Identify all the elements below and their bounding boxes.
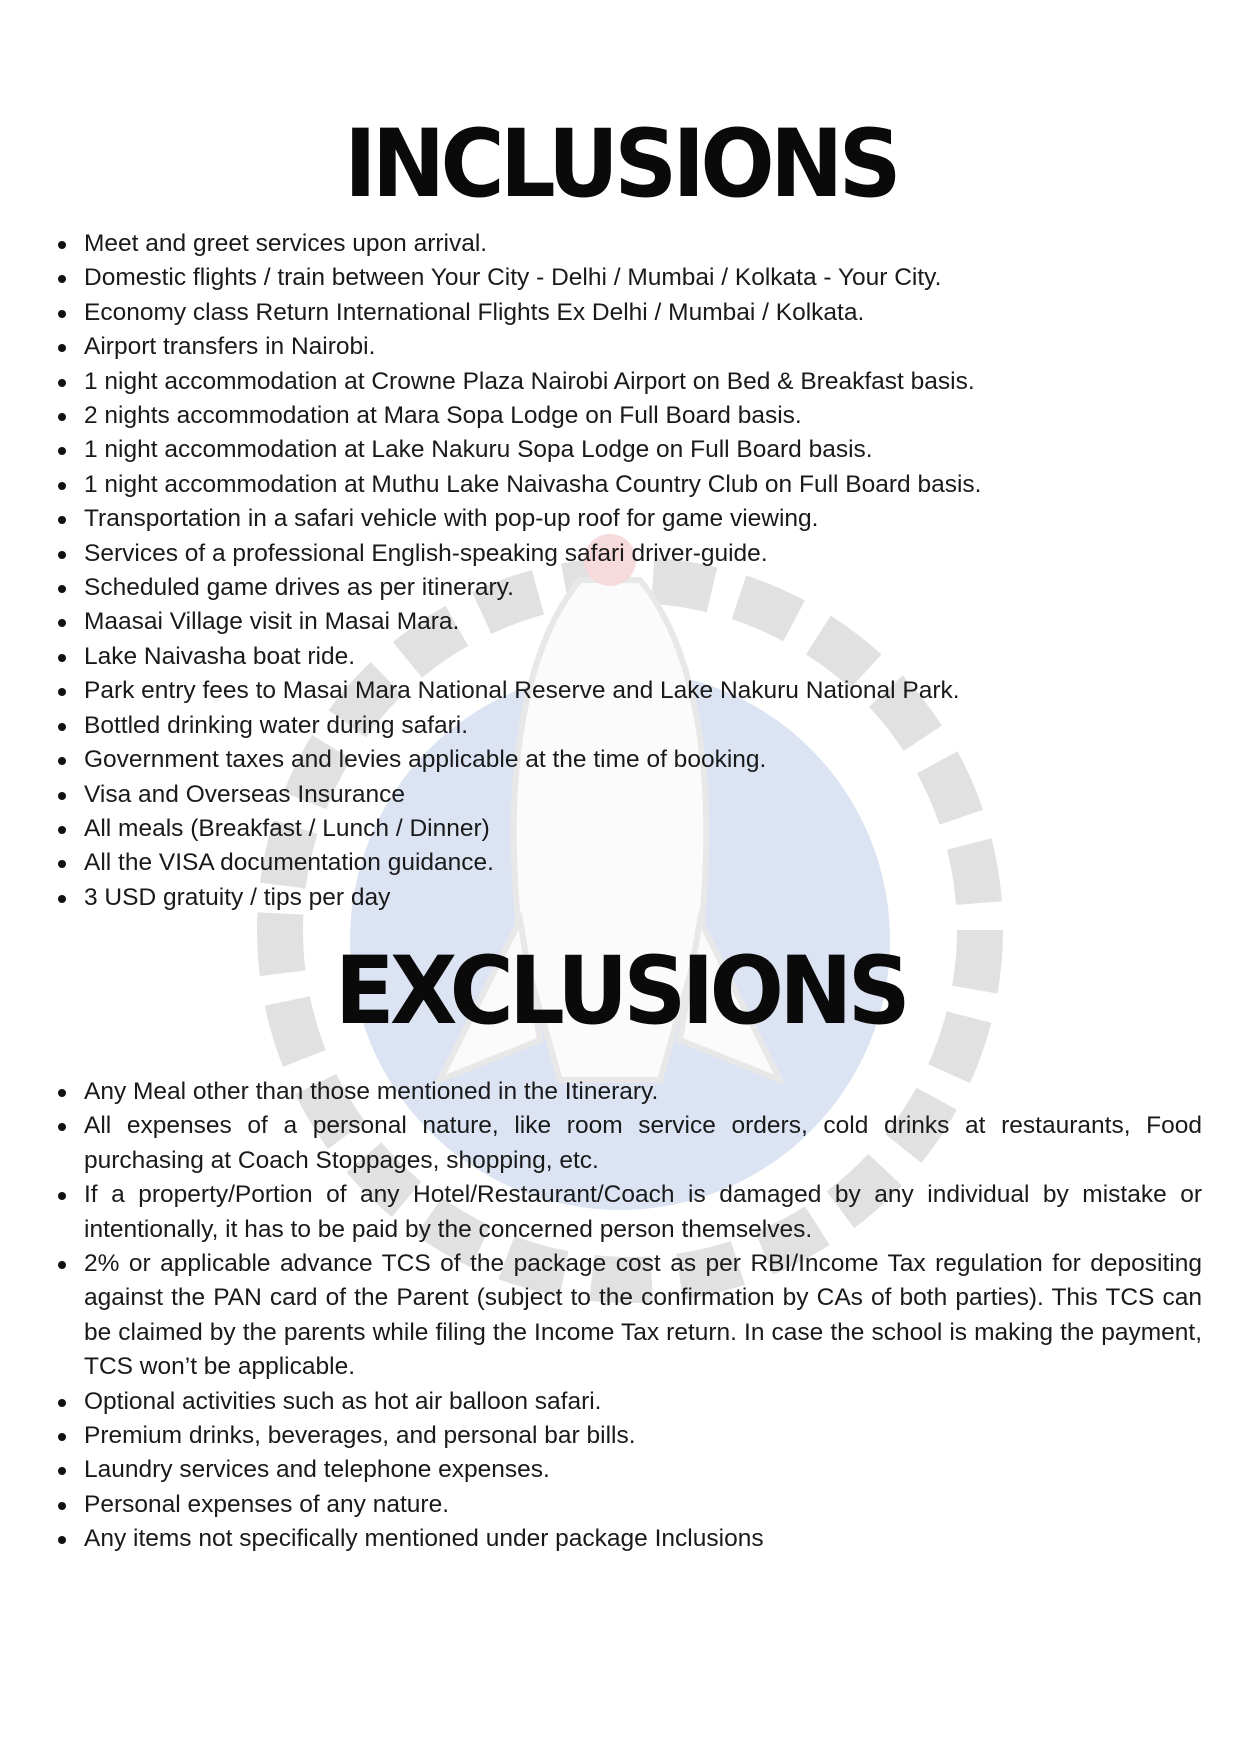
inclusions-title: INCLUSIONS [344, 110, 897, 219]
exclusions-item: If a property/Portion of any Hotel/Restaurant/Coach is damaged by any individual by mistake or intentionally, it has to be paid by the concerned person themselves. [52, 1178, 1202, 1247]
inclusions-item: Transportation in a safari vehicle with pop-up roof for game viewing. [52, 502, 1202, 536]
inclusions-item: Domestic flights / train between Your City - Delhi / Mumbai / Kolkata - Your City. [52, 261, 1202, 295]
exclusions-item: Premium drinks, beverages, and personal bar bills. [52, 1419, 1202, 1453]
inclusions-item: All the VISA documentation guidance. [52, 846, 1202, 880]
exclusions-item: Personal expenses of any nature. [52, 1488, 1202, 1522]
inclusions-item: Services of a professional English-speaking safari driver-guide. [52, 537, 1202, 571]
inclusions-item: Lake Naivasha boat ride. [52, 640, 1202, 674]
inclusions-list [52, 227, 1202, 915]
exclusions-item: Optional activities such as hot air balloon safari. [52, 1385, 1202, 1419]
inclusions-item: 2 nights accommodation at Mara Sopa Lodge on Full Board basis. [52, 399, 1202, 433]
inclusions-item: Park entry fees to Masai Mara National Reserve and Lake Nakuru National Park. [52, 674, 1202, 708]
inclusions-item: 1 night accommodation at Muthu Lake Naivasha Country Club on Full Board basis. [52, 468, 1202, 502]
exclusions-list [52, 1075, 1202, 1557]
exclusions-item: Laundry services and telephone expenses. [52, 1453, 1202, 1487]
inclusions-item: Bottled drinking water during safari. [52, 709, 1202, 743]
inclusions-item: Maasai Village visit in Masai Mara. [52, 605, 1202, 639]
inclusions-item: 1 night accommodation at Crowne Plaza Nairobi Airport on Bed & Breakfast basis. [52, 365, 1202, 399]
exclusions-item: Any items not specifically mentioned under package Inclusions [52, 1522, 1202, 1556]
exclusions-item: All expenses of a personal nature, like room service orders, cold drinks at restaurants, Food purchasing at Coach Stoppages, shopping, etc. [52, 1109, 1202, 1178]
inclusions-item: Scheduled game drives as per itinerary. [52, 571, 1202, 605]
inclusions-item: Government taxes and levies applicable at the time of booking. [52, 743, 1202, 777]
inclusions-item: 3 USD gratuity / tips per day [52, 881, 1202, 915]
inclusions-item: All meals (Breakfast / Lunch / Dinner) [52, 812, 1202, 846]
inclusions-item: Meet and greet services upon arrival. [52, 227, 1202, 261]
exclusions-title: EXCLUSIONS [334, 937, 907, 1046]
exclusions-item: 2% or applicable advance TCS of the package cost as per RBI/Income Tax regulation for depositing against the PAN card of the Parent (subject to the confirmation by CAs of both parties). This TCS can be claimed by the parents while filing the Income Tax return. In case the school is making the payment, TCS won’t be applicable. [52, 1247, 1202, 1385]
exclusions-item: Any Meal other than those mentioned in the Itinerary. [52, 1075, 1202, 1109]
inclusions-item: Airport transfers in Nairobi. [52, 330, 1202, 364]
inclusions-item: 1 night accommodation at Lake Nakuru Sopa Lodge on Full Board basis. [52, 433, 1202, 467]
inclusions-item: Visa and Overseas Insurance [52, 778, 1202, 812]
inclusions-item: Economy class Return International Flights Ex Delhi / Mumbai / Kolkata. [52, 296, 1202, 330]
